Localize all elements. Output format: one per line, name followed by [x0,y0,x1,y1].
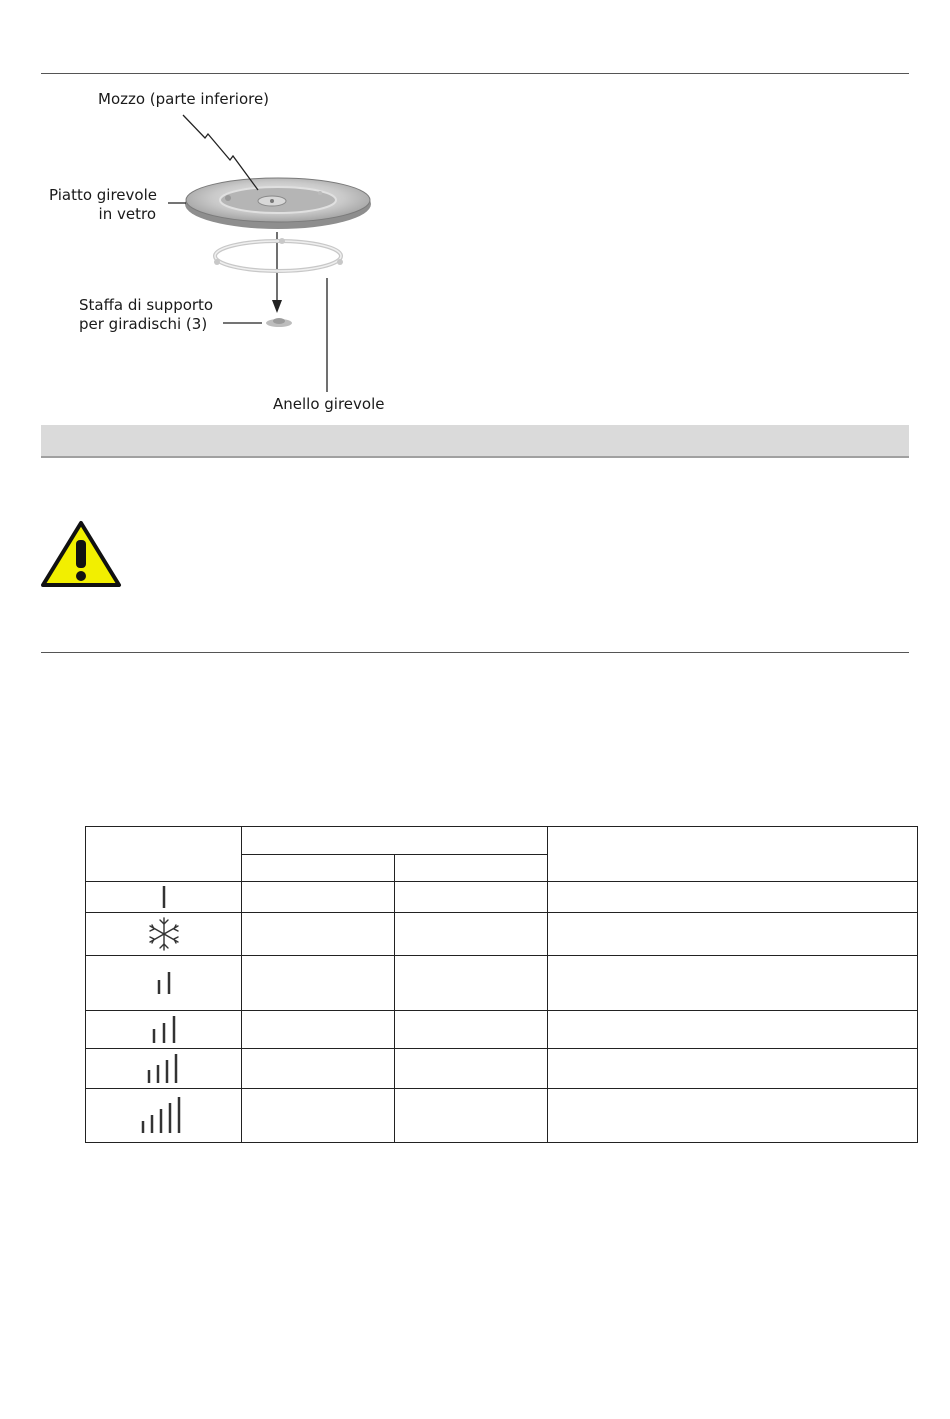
power-level-1-icon [144,884,184,910]
table-row [86,1049,918,1089]
power-level-5-icon [137,1095,191,1137]
table-cell [548,1049,918,1089]
table-cell [548,1011,918,1049]
subheader-cell-b [395,855,548,882]
level-cell [86,882,242,913]
glass-tray [185,178,371,229]
power-level-4-icon [140,1052,188,1086]
power-level-2-icon [144,968,184,998]
table-cell [395,956,548,1011]
table-cell [548,882,918,913]
table-cell [395,882,548,913]
power-level-table [85,826,918,1143]
table-row [86,956,918,1011]
table-cell [395,1011,548,1049]
support-label-line2: per giradischi (3) [79,315,208,333]
header-cell-power [242,827,548,855]
hub-label: Mozzo (parte inferiore) [98,90,270,108]
table-row [86,882,918,913]
level-cell [86,1089,242,1143]
table-cell [242,956,395,1011]
table-cell [242,913,395,956]
table-row [86,1089,918,1143]
table-cell [395,1049,548,1089]
table-cell [242,1089,395,1143]
table-cell [548,1089,918,1143]
glass-tray-label-line2: in vetro [98,205,156,223]
table-cell [242,1011,395,1049]
section-header-bar [41,425,909,458]
power-level-3-icon [142,1013,186,1047]
table-cell [242,882,395,913]
glass-tray-label-line1: Piatto girevole [49,186,157,204]
header-cell-description [548,827,918,882]
rotating-ring [214,238,343,271]
level-cell [86,1049,242,1089]
defrost-snowflake-icon [144,916,184,952]
subheader-cell-a [242,855,395,882]
table-cell [395,913,548,956]
table-cell [395,1089,548,1143]
support-label [79,296,213,334]
table-row [86,913,918,956]
table-cell [242,1049,395,1089]
section-divider [41,652,909,653]
level-cell [86,956,242,1011]
glass-tray-label [49,186,156,224]
table-header-row [86,827,918,855]
table-cell [548,913,918,956]
table-row [86,1011,918,1049]
support-bracket [266,318,292,327]
warning-triangle-icon [40,520,122,588]
axis-arrow-icon [272,300,282,313]
level-cell [86,1011,242,1049]
header-cell-level [86,827,242,882]
ring-label: Anello girevole [273,395,385,413]
level-cell [86,913,242,956]
support-label-line1: Staffa di supporto [79,296,214,314]
table-cell [548,956,918,1011]
